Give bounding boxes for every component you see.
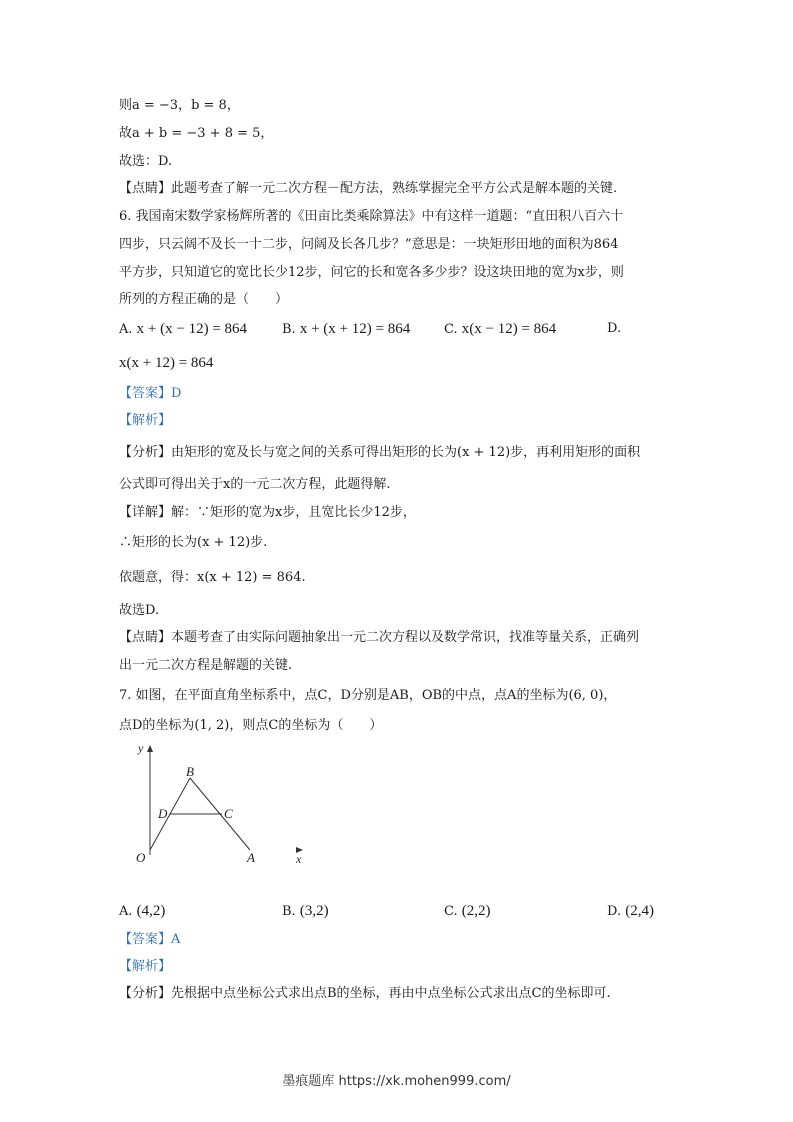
q6-stem-line-2: 四步，只云阔不及长一十二步，问阔及长各几步？”意思是：一块矩形田地的面积为864: [119, 237, 619, 252]
q7-fenxi-line: 【分析】先根据中点坐标公式求出点B的坐标，再由中点坐标公式求出点C的坐标即可.: [119, 986, 611, 1001]
label-B: B: [186, 764, 194, 779]
option-label: A.: [119, 904, 133, 919]
option-expression: x + (x − 12) = 864: [136, 321, 248, 337]
q6-option-b: [282, 318, 410, 341]
solution-line-sum: 故a + b = −3 + 8 = 5，: [119, 126, 274, 141]
label-C: C: [224, 806, 233, 821]
label-y: y: [138, 741, 144, 755]
q6-comment-line-1: 【点睛】本题考查了由实际问题抽象出一元二次方程以及数学常识，找准等量关系，正确列: [119, 630, 640, 645]
solution-line-a-b-values: 则a = −3，b = 8，: [119, 98, 240, 113]
option-label: A.: [119, 322, 133, 337]
q7-coordinate-figure: [130, 740, 320, 870]
option-expression: (2,4): [625, 903, 654, 919]
option-expression: x(x − 12) = 864: [461, 321, 557, 337]
q6-choice: 故选D.: [119, 603, 160, 618]
option-label: D.: [607, 321, 622, 336]
page-footer: 墨痕题库 https://xk.mohen999.com/: [282, 1074, 511, 1089]
label-O: O: [136, 850, 146, 865]
option-expression: (4,2): [136, 903, 166, 919]
q7-analysis-heading: 【解析】: [119, 959, 172, 974]
comment-line: 【点睛】此题考查了解一元二次方程－配方法，熟练掌握完全平方公式是解本题的关键.: [119, 181, 618, 196]
q7-option-d: [607, 900, 654, 923]
y-axis-arrow: [147, 745, 153, 752]
q6-stem-line-1: 6. 我国南宋数学家杨辉所著的《田亩比类乘除算法》中有这样一道题：“直田积八百六十: [119, 209, 624, 224]
option-label: D.: [607, 904, 622, 919]
label-D: D: [158, 806, 168, 821]
q6-answer: 【答案】D: [119, 386, 182, 401]
q7-stem-line-1: 7. 如图，在平面直角坐标系中，点C，D分别是AB，OB的中点，点A的坐标为(6, 0)，: [119, 688, 617, 703]
q6-detail-line-3: 依题意，得：x(x + 12) = 864.: [119, 570, 306, 585]
option-label: B.: [282, 322, 296, 337]
q7-option-b: [282, 900, 329, 923]
q7-answer: 【答案】A: [119, 932, 181, 947]
option-label: B.: [282, 904, 296, 919]
q6-comment-line-2: 出一元二次方程是解题的关键.: [119, 658, 293, 673]
q6-detail-line-1: 【详解】解：∵矩形的宽为x步，且宽比长少12步，: [119, 505, 416, 520]
q6-detail-line-2: ∴矩形的长为(x + 12)步.: [119, 535, 268, 550]
q6-option-c: [444, 318, 556, 341]
option-expression: x + (x + 12) = 864: [299, 321, 411, 337]
q6-fenxi-line-2: 公式即可得出关于x的一元二次方程，此题得解.: [119, 477, 391, 492]
q6-stem-line-3: 平方步，只知道它的宽比长少12步，问它的长和宽各多少步？设这块田地的宽为x步，则: [119, 265, 624, 280]
label-x: x: [296, 852, 302, 866]
q6-option-d-expression: [119, 352, 213, 375]
q6-option-a: [119, 318, 247, 341]
q7-option-c: [444, 900, 491, 923]
option-expression: (2,2): [461, 903, 491, 919]
option-label: C.: [444, 322, 458, 337]
q6-analysis-heading: 【解析】: [119, 413, 172, 428]
option-label: C.: [444, 904, 458, 919]
q7-option-a: [119, 900, 165, 923]
q7-stem-line-2: 点D的坐标为(1, 2)，则点C的坐标为（ ）: [119, 718, 383, 733]
q6-stem-line-4: 所列的方程正确的是（ ）: [119, 292, 289, 307]
solution-line-choice: 故选：D.: [119, 154, 173, 169]
q6-fenxi-line-1: 【分析】由矩形的宽及长与宽之间的关系可得出矩形的长为(x + 12)步，再利用矩形的面积: [119, 445, 641, 460]
label-A: A: [247, 850, 255, 865]
q6-option-d: [607, 318, 621, 340]
option-expression: x(x + 12) = 864: [119, 355, 214, 371]
option-expression: (3,2): [299, 903, 329, 919]
